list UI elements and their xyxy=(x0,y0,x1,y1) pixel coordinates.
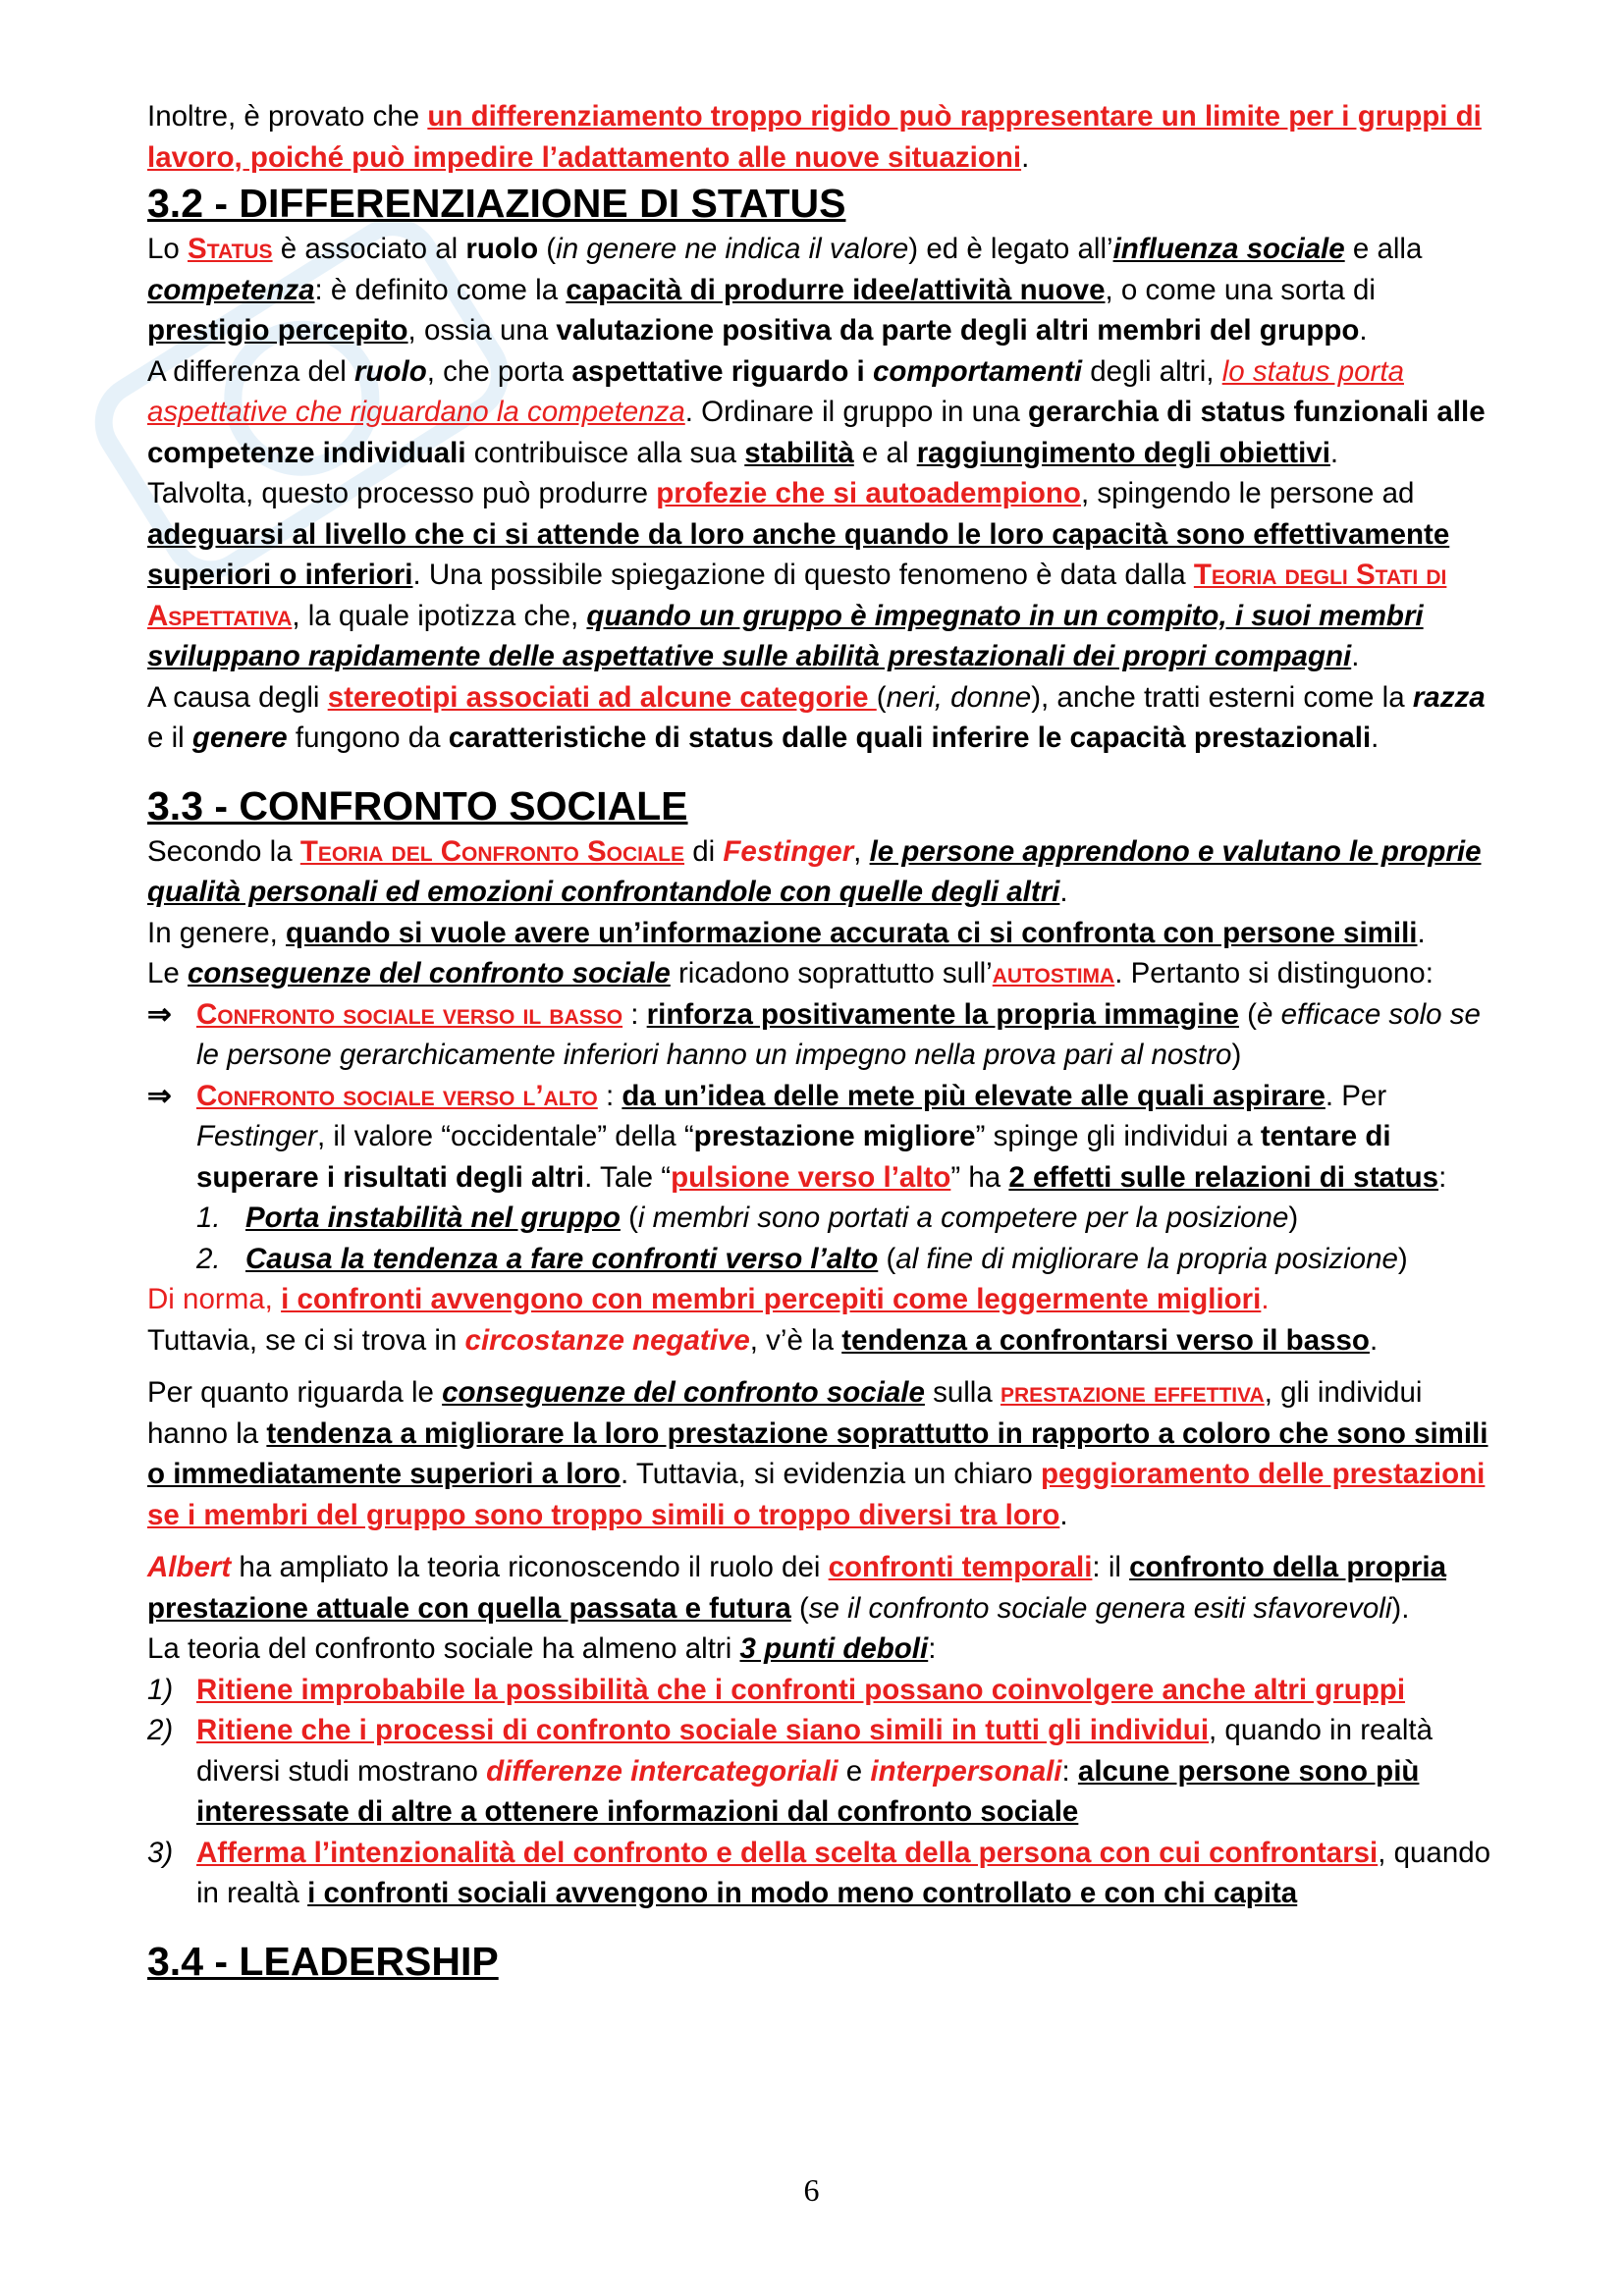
document-page xyxy=(147,96,1492,1987)
confronto-paragraph-7: Albert ha ampliato la teoria riconoscendo il ruolo dei confronti temporali: il confronto della propria prestazione attuale con quella passata e futura (se il confronto sociale genera esiti sfavorevoli). xyxy=(147,1551,1446,1625)
status-paragraph-2: A differenza del ruolo, che porta aspettative riguardo i comportamenti degli altri, lo status porta aspettative che riguardano la competenza. Ordinare il gruppo in una gerarchia di status funzionali alle competenze individuali contribuisce alla sua stabilità e al raggiungimento degli obiettivi. xyxy=(147,354,1486,469)
sub-item-2: 2. Causa la tendenza a fare confronti verso l’alto (al fine di migliorare la propria posizione) xyxy=(196,1242,1408,1275)
section-heading-3-2: 3.2 - DIFFERENZIAZIONE DI STATUS xyxy=(147,181,846,226)
arrow-icon: ⇒ xyxy=(147,1079,172,1112)
confronto-paragraph-4: Di norma, i confronti avvengono con membri percepiti come leggermente migliori. xyxy=(147,1283,1270,1315)
section-heading-3-4: 3.4 - LEADERSHIP xyxy=(147,1938,499,1984)
bullet-confronto-alto: ⇒ Confronto sociale verso l’alto : da un’idea delle mete più elevate alle quali aspirare. Per Festinger, il valore “occidentale” della “prestazione migliore” spinge gli individui a tentare di superare i risultati degli altri. Tale “pulsione verso l’alto” ha 2 effetti sulle relazioni di status: xyxy=(147,1076,1492,1199)
confronto-paragraph-6: Per quanto riguarda le conseguenze del confronto sociale sulla prestazione effettiva, gli individui hanno la tendenza a migliorare la loro prestazione soprattutto in rapporto a coloro che sono simili o immediatamente superiori a loro. Tuttavia, si evidenzia un chiaro peggioramento delle prestazioni se i membri del gruppo sono troppo simili o troppo diversi tra loro. xyxy=(147,1376,1488,1531)
confronto-paragraph-3: Le conseguenze del confronto sociale ricadono soprattutto sull’autostima. Pertanto si distinguono: xyxy=(147,957,1434,989)
bullet-confronto-basso: ⇒ Confronto sociale verso il basso : rinforza positivamente la propria immagine (è efficace solo se le persone gerarchicamente inferiori hanno un impegno nella prova pari al nostro) xyxy=(147,994,1492,1076)
sub-item-1: 1. Porta instabilità nel gruppo (i membri sono portati a competere per la posizione) xyxy=(196,1201,1299,1234)
status-paragraph-4: A causa degli stereotipi associati ad alcune categorie (neri, donne), anche tratti esterni come la razza e il genere fungono da caratteristiche di status dalle quali inferire le capacità prestazionali. xyxy=(147,680,1486,754)
confronto-paragraph-2: In genere, quando si vuole avere un’informazione accurata ci si confronta con persone simili. xyxy=(147,916,1426,949)
intro-paragraph: Inoltre, è provato che un differenziamento troppo rigido può rappresentare un limite per i gruppi di lavoro, poiché può impedire l’adattamento alle nuove situazioni. xyxy=(147,100,1482,174)
status-paragraph-1: Lo Status è associato al ruolo (in genere ne indica il valore) ed è legato all’influenza sociale e alla competenza: è definito come la capacità di produrre idee/attività nuove, o come una sorta di prestigio percepito, ossia una valutazione positiva da parte degli altri membri del gruppo. xyxy=(147,233,1423,347)
section-heading-3-3: 3.3 - CONFRONTO SOCIALE xyxy=(147,782,688,828)
confronto-paragraph-1: Secondo la Teoria del Confronto Sociale di Festinger, le persone apprendono e valutano le proprie qualità personali ed emozioni confrontandole con quelle degli altri. xyxy=(147,834,1482,908)
numbered-item-3: 3) Afferma l’intenzionalità del confronto e della scelta della persona con cui confrontarsi, quando in realtà i confronti sociali avvengono in modo meno controllato e con chi capita xyxy=(147,1836,1491,1909)
confronto-paragraph-8: La teoria del confronto sociale ha almeno altri 3 punti deboli: xyxy=(147,1632,937,1665)
status-paragraph-3: Talvolta, questo processo può produrre profezie che si autoadempiono, spingendo le persone ad adeguarsi al livello che ci si attende da loro anche quando le loro capacità sono effettivamente superiori o inferiori. Una possibile spiegazione di questo fenomeno è data dalla Teoria degli Stati di Aspettativa, la quale ipotizza che, quando un gruppo è impegnato in un compito, i suoi membri sviluppano rapidamente delle aspettative sulle abilità prestazionali dei propri compagni. xyxy=(147,477,1450,672)
numbered-item-2: 2) Ritiene che i processi di confronto sociale siano simili in tutti gli individui, quando in realtà diversi studi mostrano differenze intercategoriali e interpersonali: alcune persone sono più interessate di altre a ottenere informazioni dal confronto sociale xyxy=(147,1714,1434,1828)
page-number: 6 xyxy=(803,2172,820,2208)
numbered-item-1: 1) Ritiene improbabile la possibilità che i confronti possano coinvolgere anche altri gruppi xyxy=(147,1673,1406,1706)
confronto-paragraph-5: Tuttavia, se ci si trova in circostanze negative, v’è la tendenza a confrontarsi verso il basso. xyxy=(147,1323,1379,1357)
arrow-icon: ⇒ xyxy=(147,997,172,1031)
